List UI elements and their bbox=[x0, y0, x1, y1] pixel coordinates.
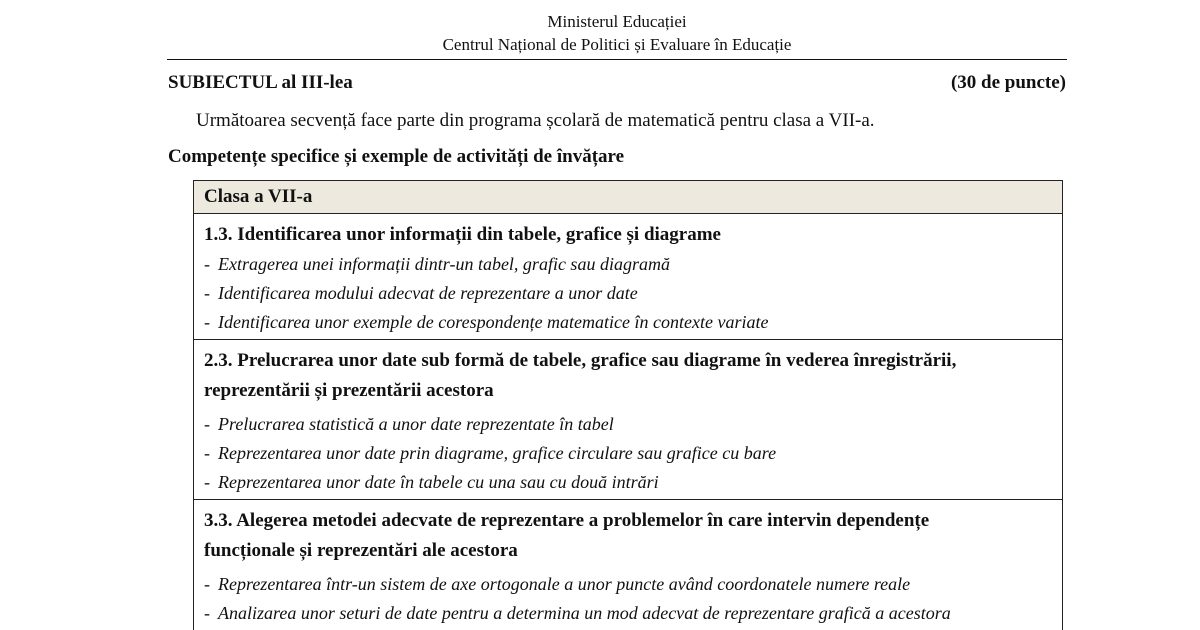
competency-title-line-1: 3.3. Alegerea metodei adecvate de reprezentare a problemelor în care intervin dependențe bbox=[204, 510, 930, 531]
intro-text: Următoarea secvență face parte din programa școlară de matematică pentru clasa a VII-a. bbox=[196, 110, 875, 131]
list-item: - Identificarea unor exemple de corespondențe matematice în contexte variate bbox=[204, 312, 769, 332]
list-item: - Reprezentarea într-un sistem de axe ortogonale a unor puncte având coordonatele numere reale bbox=[204, 574, 911, 594]
subject-points: (30 de puncte) bbox=[950, 72, 1066, 93]
list-item: - Prelucrarea statistică a unor date reprezentate în tabel bbox=[204, 414, 614, 434]
competency-2-3 bbox=[194, 340, 1062, 500]
document-header bbox=[0, 10, 1200, 56]
subject-title: SUBIECTUL al III-lea bbox=[168, 72, 353, 93]
center-name: Centrul Național de Politici și Evaluare în Educație bbox=[442, 35, 792, 54]
list-item: - Reprezentarea unor date în tabele cu una sau cu două intrări bbox=[204, 472, 659, 492]
competency-1-3 bbox=[194, 214, 1062, 340]
competency-title-line-2: reprezentării și prezentării acestora bbox=[204, 380, 494, 401]
subject-row bbox=[168, 72, 1066, 94]
ministry-name: Ministerul Educației bbox=[547, 12, 687, 31]
competencies-table bbox=[193, 180, 1063, 630]
competency-title-line-2: funcționale și reprezentări ale acestora bbox=[204, 540, 518, 561]
competency-title-line-1: 2.3. Prelucrarea unor date sub formă de tabele, grafice sau diagrame în vederea înregistrării, bbox=[204, 350, 957, 371]
competency-title: 1.3. Identificarea unor informații din tabele, grafice și diagrame bbox=[204, 224, 721, 245]
list-item: - Extragerea unei informații dintr-un tabel, grafic sau diagramă bbox=[204, 254, 670, 274]
competency-3-3 bbox=[194, 500, 1062, 630]
header-divider bbox=[167, 59, 1067, 60]
list-item: - Analizarea unor seturi de date pentru a determina un mod adecvat de reprezentare grafică a acestora bbox=[204, 603, 951, 623]
section-title: Competențe specifice și exemple de activități de învățare bbox=[168, 146, 625, 167]
list-item: - Identificarea modului adecvat de reprezentare a unor date bbox=[204, 283, 638, 303]
class-header: Clasa a VII-a bbox=[194, 181, 1062, 214]
list-item: - Reprezentarea unor date prin diagrame, grafice circulare sau grafice cu bare bbox=[204, 443, 777, 463]
